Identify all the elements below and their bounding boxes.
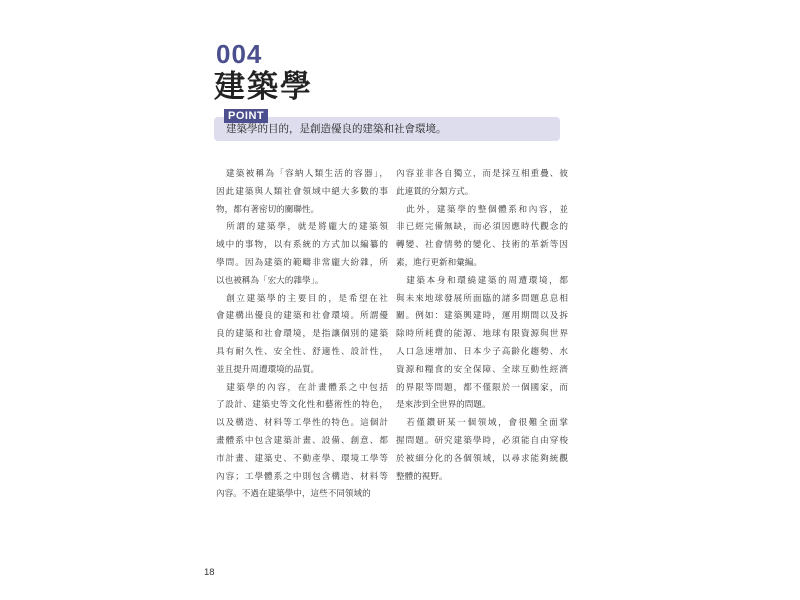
body-text-line: 並且提升周遭環境的品質。 — [216, 364, 320, 375]
body-text-line: 域中的事物，以有系統的方式加以編纂的 — [216, 240, 388, 251]
body-text-line: 握問題。研究建築學時，必須能自由穿梭 — [396, 435, 568, 446]
body-text-line: 市計畫、建築史、不動產學、環境工學等 — [216, 453, 388, 464]
body-text-line: 整體的視野。 — [396, 471, 448, 482]
body-text-line: 建築被稱為「容納人類生活的容器」， — [216, 169, 388, 179]
body-text-line: 所謂的建築學，就是將龐大的建築領 — [216, 222, 388, 233]
body-text-line: 建築學的內容，在計畫體系之中包括 — [216, 382, 388, 393]
body-column-left — [216, 166, 388, 504]
body-text-line: 良的建築和社會環境，是指讓個別的建築 — [216, 329, 388, 340]
body-text-line: 資源和糧食的安全保障、全球互動性經濟 — [396, 364, 568, 375]
body-text-line: 此連貫的分類方式。 — [396, 186, 474, 197]
page-number: 18 — [204, 567, 215, 578]
body-text-line: 學問。因為建築的範疇非常龐大紛雜，所 — [216, 257, 388, 268]
body-text-line: 非已經完備無缺，而必須因應時代觀念的 — [396, 222, 568, 233]
body-text-line: 轉變、社會情勢的變化、技術的革新等因 — [396, 240, 568, 251]
body-text-line: 關。例如：建築興建時，運用期間以及拆 — [396, 311, 568, 322]
point-summary: 建築學的目的，是創造優良的建築和社會環境。 — [226, 123, 447, 135]
body-text-line: 若僅鑽研某一個領域，會很難全面掌 — [396, 418, 568, 429]
body-text-line: 因此建築與人類社會領域中絕大多數的事 — [216, 186, 388, 197]
point-tag: POINT — [224, 109, 268, 123]
body-text-line: 了設計、建築史等文化性和藝術性的特色， — [216, 400, 388, 411]
body-text-line: 除時所耗費的能源、地球有限資源與世界 — [396, 329, 568, 340]
section-title: 建築學 — [214, 69, 313, 105]
body-text-line: 會建構出優良的建築和社會環境。所謂優 — [216, 311, 388, 322]
section-number: 004 — [216, 39, 263, 69]
body-text-line: 建築本身和環繞建築的周遭環境，都 — [396, 275, 568, 286]
body-text-line: 具有耐久性、安全性、舒適性、設計性， — [216, 346, 388, 357]
body-text-line: 內容並非各自獨立，而是採互相重疊、彼 — [396, 169, 568, 179]
body-text-line: 是來涉到全世界的問題。 — [396, 400, 491, 411]
body-text-line: 內容。不過在建築學中，這些不同領域的 — [216, 489, 371, 500]
body-text-line: 的界限等問題，都不僅限於一個國家，而 — [396, 382, 568, 393]
body-text-line: 內容；工學體系之中則包含構造、材料等 — [216, 471, 388, 482]
body-text-line: 與未來地球發展所面臨的諸多問題息息相 — [396, 293, 568, 304]
body-text-line: 畫體系中包含建築計畫、設備、創意、都 — [216, 435, 388, 446]
body-text-line: 以及構造、材料等工學性的特色。這個計 — [216, 418, 388, 429]
body-text-line: 創立建築學的主要目的，是希望在社 — [216, 293, 388, 304]
body-text-line: 物，都有著密切的關聯性。 — [216, 204, 320, 215]
body-text-line: 於被細分化的各個領域，以尋求能夠統觀 — [396, 453, 568, 464]
body-column-right — [396, 166, 568, 486]
body-text-line: 此外，建築學的整個體系和內容，並 — [396, 204, 568, 215]
body-text-line: 素，進行更新和彙編。 — [396, 257, 482, 268]
body-text-line: 人口急速增加、日本少子高齡化趨勢、水 — [396, 346, 568, 357]
body-text-line: 以也被稱為「宏大的雜學」。 — [216, 275, 324, 286]
